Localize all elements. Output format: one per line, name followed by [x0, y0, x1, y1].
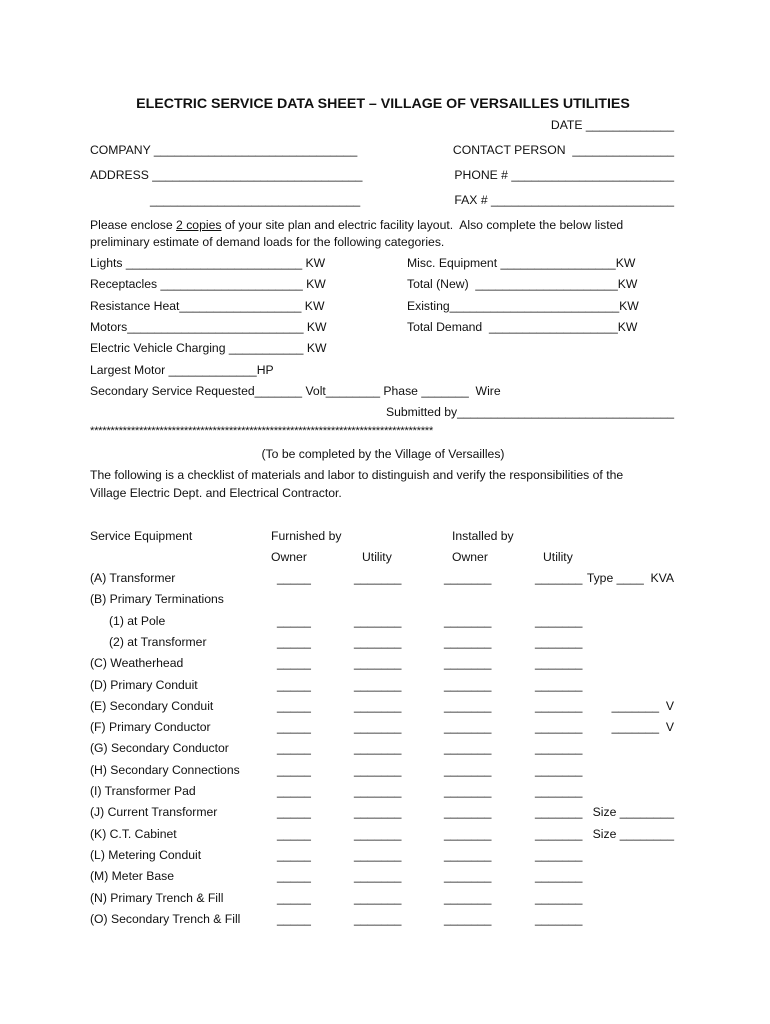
checklist-blank[interactable]: _______ — [354, 869, 402, 883]
checklist-blank[interactable]: _______ — [444, 741, 492, 755]
phone-field[interactable]: PHONE # ________________________ — [454, 168, 674, 182]
checklist-blank[interactable]: _______ — [535, 891, 583, 905]
checklist-blank[interactable]: _______ — [354, 614, 402, 628]
checklist-blank[interactable]: _____ — [277, 571, 311, 585]
checklist-blank[interactable]: _______ — [354, 656, 402, 670]
equipment-label: (M) Meter Base — [90, 869, 174, 883]
equipment-label: (K) C.T. Cabinet — [90, 827, 177, 841]
checklist-blank[interactable]: _____ — [277, 891, 311, 905]
checklist-blank[interactable]: _______ — [354, 720, 402, 734]
checklist-blank[interactable]: _______ — [354, 699, 402, 713]
checklist-blank[interactable]: _____ — [277, 699, 311, 713]
equipment-label: (I) Transformer Pad — [90, 784, 196, 798]
misc-equipment-field[interactable]: Misc. Equipment _________________KW — [407, 256, 636, 270]
checklist-blank[interactable]: _______ — [444, 869, 492, 883]
checklist-text-line2: Village Electric Dept. and Electrical Contractor. — [90, 486, 342, 500]
equipment-label: (L) Metering Conduit — [90, 848, 202, 862]
equipment-label: (C) Weatherhead — [90, 656, 184, 670]
intro-text-b: of your site plan and electric facility layout. Also complete the below listed — [221, 218, 624, 232]
checklist-blank[interactable]: _____ — [277, 869, 311, 883]
existing-field[interactable]: Existing_________________________KW — [407, 299, 639, 313]
checklist-blank[interactable]: _______ — [354, 741, 402, 755]
equipment-extra-field[interactable]: Size ________ — [592, 805, 674, 819]
header-installed-utility: Utility — [543, 550, 573, 564]
equipment-label: (F) Primary Conductor — [90, 720, 211, 734]
intro-copies-underlined: 2 copies — [176, 218, 222, 232]
checklist-blank[interactable]: _____ — [277, 720, 311, 734]
checklist-blank[interactable]: _____ — [277, 805, 311, 819]
checklist-blank[interactable]: _______ — [535, 827, 583, 841]
checklist-blank[interactable]: _____ — [277, 827, 311, 841]
checklist-blank[interactable]: _______ — [354, 635, 402, 649]
checklist-blank[interactable]: _______ — [535, 635, 583, 649]
checklist-blank[interactable]: _______ — [444, 784, 492, 798]
checklist-blank[interactable]: _______ — [444, 614, 492, 628]
equipment-label: (A) Transformer — [90, 571, 176, 585]
checklist-blank[interactable]: _____ — [277, 763, 311, 777]
date-field[interactable]: DATE _____________ — [550, 118, 674, 132]
checklist-blank[interactable]: _____ — [277, 912, 311, 926]
header-installed-by: Installed by — [452, 529, 514, 543]
village-note: (To be completed by the Village of Versailles) — [261, 447, 505, 461]
checklist-blank[interactable]: _____ — [277, 656, 311, 670]
checklist-blank[interactable]: _______ — [444, 763, 492, 777]
intro-text-a: Please enclose — [90, 218, 177, 232]
document-title: ELECTRIC SERVICE DATA SHEET – VILLAGE OF VERSAILLES UTILITIES — [136, 96, 630, 112]
checklist-blank[interactable]: _____ — [277, 678, 311, 692]
checklist-text-line1: The following is a checklist of materials and labor to distinguish and verify the responsibilities of the — [90, 468, 624, 482]
equipment-label: (G) Secondary Conductor — [90, 741, 229, 755]
equipment-label: (O) Secondary Trench & Fill — [90, 912, 241, 926]
checklist-blank[interactable]: _______ — [535, 656, 583, 670]
equipment-extra-field[interactable]: _______ V — [611, 699, 674, 713]
checklist-blank[interactable]: _______ — [535, 699, 583, 713]
checklist-blank[interactable]: _______ — [444, 678, 492, 692]
largest-motor-field[interactable]: Largest Motor _____________HP — [90, 363, 274, 377]
header-furnished-owner: Owner — [271, 550, 307, 564]
equipment-extra-field[interactable]: Type ____ KVA — [586, 571, 674, 585]
checklist-blank[interactable]: _______ — [444, 827, 492, 841]
intro-line2: preliminary estimate of demand loads for the following categories. — [90, 235, 445, 249]
secondary-service-field[interactable]: Secondary Service Requested_______ Volt________ Phase _______ Wire — [90, 384, 501, 398]
equipment-extra-field[interactable]: Size ________ — [592, 827, 674, 841]
checklist-blank[interactable]: _______ — [444, 699, 492, 713]
equipment-label: (H) Secondary Connections — [90, 763, 240, 777]
receptacles-field[interactable]: Receptacles _____________________ KW — [90, 277, 326, 291]
checklist-blank[interactable]: _______ — [535, 571, 583, 585]
equipment-label: (B) Primary Terminations — [90, 592, 224, 606]
header-furnished-utility: Utility — [362, 550, 392, 564]
checklist-blank[interactable]: _______ — [444, 635, 492, 649]
checklist-blank[interactable]: _______ — [535, 912, 583, 926]
checklist-blank[interactable]: _______ — [354, 891, 402, 905]
checklist-blank[interactable]: _______ — [535, 784, 583, 798]
contact-person-field[interactable]: CONTACT PERSON _______________ — [452, 143, 674, 157]
separator-line: ************************************************************************************ — [90, 425, 433, 437]
address-line2-field[interactable]: _______________________________ — [150, 193, 361, 207]
checklist-blank[interactable]: _______ — [535, 763, 583, 777]
equipment-label: (D) Primary Conduit — [90, 678, 198, 692]
checklist-blank[interactable]: _______ — [444, 805, 492, 819]
checklist-blank[interactable]: _______ — [444, 891, 492, 905]
equipment-label: (2) at Transformer — [109, 635, 207, 649]
checklist-blank[interactable]: _______ — [444, 656, 492, 670]
submitted-by-field[interactable]: Submitted by________________________________ — [385, 405, 674, 419]
checklist-blank[interactable]: _______ — [354, 805, 402, 819]
checklist-blank[interactable]: _______ — [444, 720, 492, 734]
company-field[interactable]: COMPANY ______________________________ — [90, 143, 358, 157]
checklist-blank[interactable]: _______ — [354, 827, 402, 841]
equipment-label: (J) Current Transformer — [90, 805, 218, 819]
checklist-blank[interactable]: _______ — [535, 848, 583, 862]
equipment-extra-field[interactable]: _______ V — [611, 720, 674, 734]
motors-field[interactable]: Motors__________________________ KW — [90, 320, 327, 334]
checklist-blank[interactable]: _______ — [535, 741, 583, 755]
ev-charging-field[interactable]: Electric Vehicle Charging ___________ KW — [90, 341, 327, 355]
address-field[interactable]: ADDRESS _______________________________ — [90, 168, 363, 182]
checklist-blank[interactable]: _______ — [535, 869, 583, 883]
checklist-blank[interactable]: _____ — [277, 741, 311, 755]
checklist-blank[interactable]: _______ — [535, 678, 583, 692]
lights-field[interactable]: Lights __________________________ KW — [90, 256, 326, 270]
checklist-blank[interactable]: _____ — [277, 614, 311, 628]
intro-line1 — [90, 219, 623, 231]
checklist-blank[interactable]: _______ — [354, 912, 402, 926]
checklist-blank[interactable]: _______ — [444, 848, 492, 862]
header-furnished-by: Furnished by — [271, 529, 342, 543]
checklist-blank[interactable]: _______ — [354, 678, 402, 692]
equipment-label: (N) Primary Trench & Fill — [90, 891, 224, 905]
resistance-heat-field[interactable]: Resistance Heat__________________ KW — [90, 299, 325, 313]
header-service-equipment: Service Equipment — [90, 529, 193, 543]
checklist-blank[interactable]: _______ — [535, 805, 583, 819]
checklist-blank[interactable]: _______ — [535, 720, 583, 734]
fax-field[interactable]: FAX # ___________________________ — [454, 193, 674, 207]
equipment-label: (1) at Pole — [109, 614, 166, 628]
header-installed-owner: Owner — [452, 550, 488, 564]
total-demand-field[interactable]: Total Demand ___________________KW — [407, 320, 638, 334]
checklist-blank[interactable]: _____ — [277, 635, 311, 649]
checklist-blank[interactable]: _______ — [354, 571, 402, 585]
checklist-blank[interactable]: _______ — [444, 571, 492, 585]
equipment-label: (E) Secondary Conduit — [90, 699, 214, 713]
checklist-blank[interactable]: _______ — [354, 784, 402, 798]
checklist-blank[interactable]: _______ — [354, 763, 402, 777]
checklist-blank[interactable]: _______ — [535, 614, 583, 628]
checklist-blank[interactable]: _____ — [277, 848, 311, 862]
checklist-blank[interactable]: _____ — [277, 784, 311, 798]
checklist-blank[interactable]: _______ — [354, 848, 402, 862]
checklist-blank[interactable]: _______ — [444, 912, 492, 926]
total-new-field[interactable]: Total (New) _____________________KW — [407, 277, 638, 291]
